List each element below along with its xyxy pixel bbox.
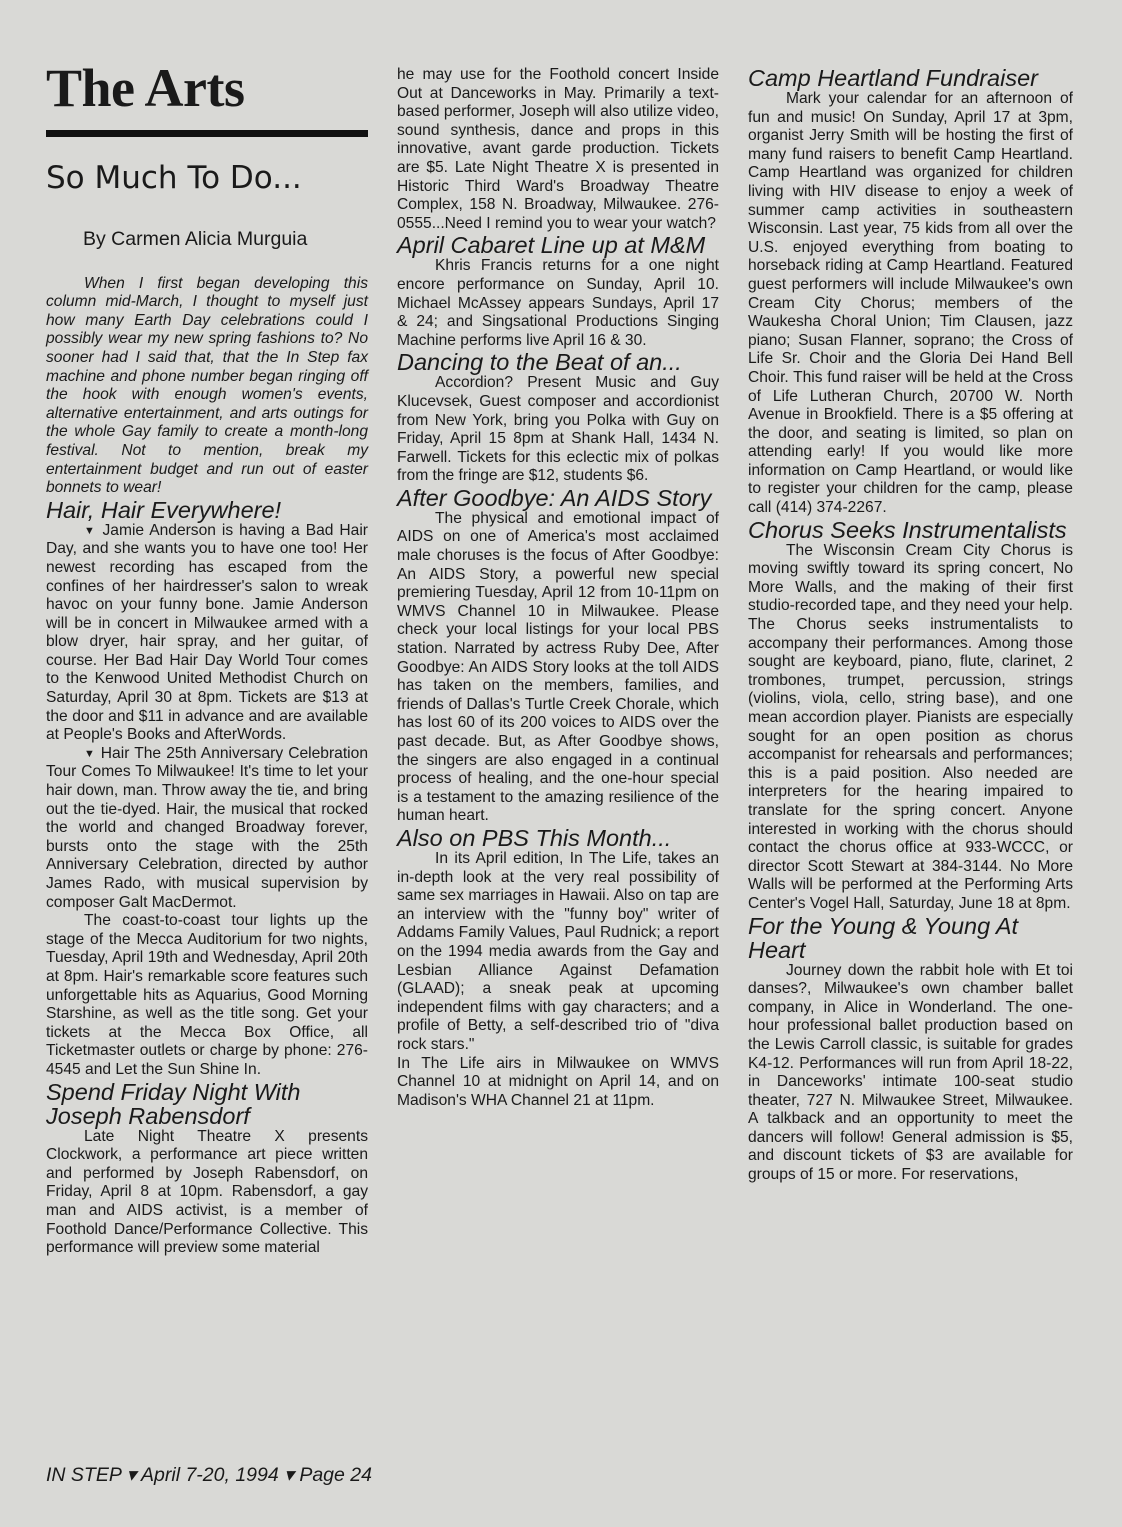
section-title-young: For the Young & Young At Heart [748, 912, 1019, 963]
article-headline: So Much To Do... [46, 160, 302, 196]
pbs-paragraph-1: In its April edition, In The Life, takes an in-depth look at the very real possibility of same sex marriages in Hawaii. Also on tap are an interview with the "funny boy" writer of Addams Family Values, Paul Rudnick; a report on the 1994 media awards from the Gay and Lesbian Alliance Against Defamation (GLAAD); a sneak peak at upcoming independent films with gay characters; and a profile of Betty, a self-described trio of "diva rock stars." [397, 849, 719, 1053]
section-title-friday: Spend Friday Night With Joseph Rabensdorf [46, 1078, 301, 1129]
section-title-chorus: Chorus Seeks Instrumentalists [748, 516, 1067, 543]
chorus-paragraph: The Wisconsin Cream City Chorus is moving swiftly toward its spring concert, No More Walls, and the making of their first studio-recorded tape, and they need your help. The Chorus seeks instrumentalists to accompany their performances. Among those sought are keyboard, piano, flute, clarinet, 2 trombones, trumpet, percussion, strings (violins, viola, cello, string base), and one mean accordion player. Pianists are especially sought for an open position as chorus accompanist for rehearsals and performances; this is a paid position. Also needed are interpreters for the hearing impaired to translate for the spring concert. Anyone interested in working with the chorus should contact the chorus office at 933-WCCC, or director Scott Stewart at 384-3144. No More Walls will be performed at the Performing Arts Center's Vogel Hall, Saturday, June 18 at 8pm. [748, 541, 1073, 912]
dancing-paragraph: Accordion? Present Music and Guy Klucevsek, Guest composer and accordionist from New York, bring you Polka with Guy on Friday, April 15 8pm at Shank Hall, 1434 N. Farwell. Tickets for this eclectic mix of polkas from the fringe are $12, students $6. [397, 374, 719, 485]
section-title-cabaret: April Cabaret Line up at M&M [397, 232, 706, 259]
column-1 [46, 60, 368, 1258]
article-byline: By Carmen Alicia Murguia [83, 228, 308, 250]
masthead-rule [46, 130, 368, 137]
section-title-dancing: Dancing to the Beat of an... [397, 349, 682, 376]
section-title-pbs: Also on PBS This Month... [397, 824, 672, 851]
column-2 [397, 66, 719, 1110]
section-masthead: The Arts [46, 58, 245, 118]
cabaret-paragraph: Khris Francis returns for a one night encore performance on Sunday, April 10. Michael McAssey appears Sundays, April 17 & 24; and Singsational Productions Singing Machine performs live April 16 & 30. [397, 257, 719, 349]
section-title-heartland: Camp Heartland Fundraiser [748, 65, 1038, 91]
pbs-paragraph-2: In The Life airs in Milwaukee on WMVS Channel 10 at midnight on April 14, and on Madison's WHA Channel 21 at 11pm. [397, 1054, 719, 1109]
hair-paragraph-2: ▼ Hair The 25th Anniversary Celebration Tour Comes To Milwaukee! It's time to let your hair down, man. Throw away the tie, and bring out the tie-dyed. Hair, the musical that rocked the world and changed Broadway forever, bursts onto the stage with the 25th Anniversary Celebration, directed by author James Rado, with musical supervision by composer Galt MacDermot. [46, 744, 368, 911]
heartland-paragraph: Mark your calendar for an afternoon of fun and music! On Sunday, April 17 at 3pm, organist Jerry Smith will be hosting the first of many fund raisers to benefit Camp Heartland. Camp Heartland was organized for children living with HIV disease to enjoy a week of summer camp activities in southeastern Wisconsin. Last year, 75 kids from all over the U.S. enjoyed everything from boating to horseback riding at Camp Heartland. Featured guest performers will include Milwaukee's own Cream City Chorus; members of the Waukesha Choral Union; Tim Clausen, jazz piano; Susan Flanner, soprano; the Cross of Life Sr. Choir and the Gloria Dei Hand Bell Choir. This fund raiser will be held at the Cross of Life Lutheran Church, 20700 W. North Avenue in Brookfield. There is a $5 offering at the door, and seating is limited, so plan on attending early! If you would like more information on Camp Heartland, or would like to register your children for the camp, please call (414) 374-2267. [748, 90, 1073, 517]
hair-paragraph-1: ▼ Jamie Anderson is having a Bad Hair Day, and she wants you to have one too! Her newest recording has escaped from the confines of her hairdresser's salon to wreak havoc on your funny bone. Jamie Anderson will be in concert in Milwaukee armed with a blow dryer, hair spray, and her guitar, of course. Her Bad Hair Day World Tour comes to the Kenwood United Methodist Church on Saturday, April 30 at 8pm. Tickets are $13 at the door and $11 in advance and are available at People's Books and AfterWords. [46, 521, 368, 744]
section-title-goodbye: After Goodbye: An AIDS Story [397, 484, 712, 511]
young-paragraph: Journey down the rabbit hole with Et toi danses?, Milwaukee's own chamber ballet company, in Alice in Wonderland. The one-hour professional ballet production based on the Lewis Carroll classic, is suitable for grades K4-12. Performances will run from April 18-22, in Danceworks' intimate 100-seat studio theater, 727 N. Milwaukee Street, Milwaukee. A talkback and an opportunity to meet the dancers will follow! General admission is $5, and discount tickets of $3 are available for groups of 15 or more. For reservations, [748, 961, 1073, 1184]
hair-paragraph-3: The coast-to-coast tour lights up the stage of the Mecca Auditorium for two nights, Tuesday, April 19th and Wednesday, April 20th at 8pm. Hair's remarkable score features such unforgettable hits as Aquarius, Good Morning Starshine, as well as the title song. Get your tickets at the Mecca Box Office, all Ticketmaster outlets or charge by phone: 276-4545 and Let the Sun Shine In. [46, 912, 368, 1078]
goodbye-paragraph: The physical and emotional impact of AIDS on one of America's most acclaimed male choruses is the focus of After Goodbye: An AIDS Story, a powerful new special premiering Tuesday, April 12 from 10-11pm on WMVS Channel 10 in Milwaukee. Please check your local listings for your local PBS station. Narrated by actress Ruby Dee, After Goodbye: An AIDS Story looks at the toll AIDS has taken on the members, families, and friends of Dallas's Turtle Creek Chorale, which has lost 60 of its 200 voices to AIDS over the past decade. But, as After Goodbye shows, the singers are also engaged in a continual process of healing, and the one-hour special is a testament to the amazing resilience of the human heart. [397, 509, 719, 825]
friday-paragraph-1: Late Night Theatre X presents Clockwork, a performance art piece written and performed by Joseph Rabensdorf, on Friday, April 8 at 10pm. Rabensdorf, a gay man and AIDS activist, is a member of Foothold Dance/Performance Collective. This performance will preview some material [46, 1127, 368, 1257]
section-title-hair: Hair, Hair Everywhere! [46, 496, 282, 523]
friday-paragraph-2: he may use for the Foothold concert Inside Out at Danceworks in May. Primarily a text-based performer, Joseph will also utilize video, sound synthesis, dance and props in this innovative, avant garde production. Tickets are $5. Late Night Theatre X is presented in Historic Third Ward's Broadway Theatre Complex, 158 N. Broadway, Milwaukee. 276-0555...Need I remind you to wear your watch? [397, 66, 719, 232]
bullet-triangle-icon: ▼ [84, 747, 96, 760]
intro-paragraph: When I first began developing this column mid-March, I thought to myself just how many Earth Day celebrations could I possibly wear my new spring fashions to? No sooner had I said that, that the In Step fax machine and phone number began ringing off the hook with enough women's events, alternative entertainment, and arts outings for the whole Gay family to create a month-long festival. Not to mention, break my entertainment budget and run out of easter bonnets to wear! [46, 274, 368, 497]
bullet-triangle-icon: ▼ [84, 524, 97, 537]
column-3 [748, 66, 1073, 1185]
page-footer: IN STEP ▾ April 7-20, 1994 ▾ Page 24 [46, 1464, 372, 1486]
